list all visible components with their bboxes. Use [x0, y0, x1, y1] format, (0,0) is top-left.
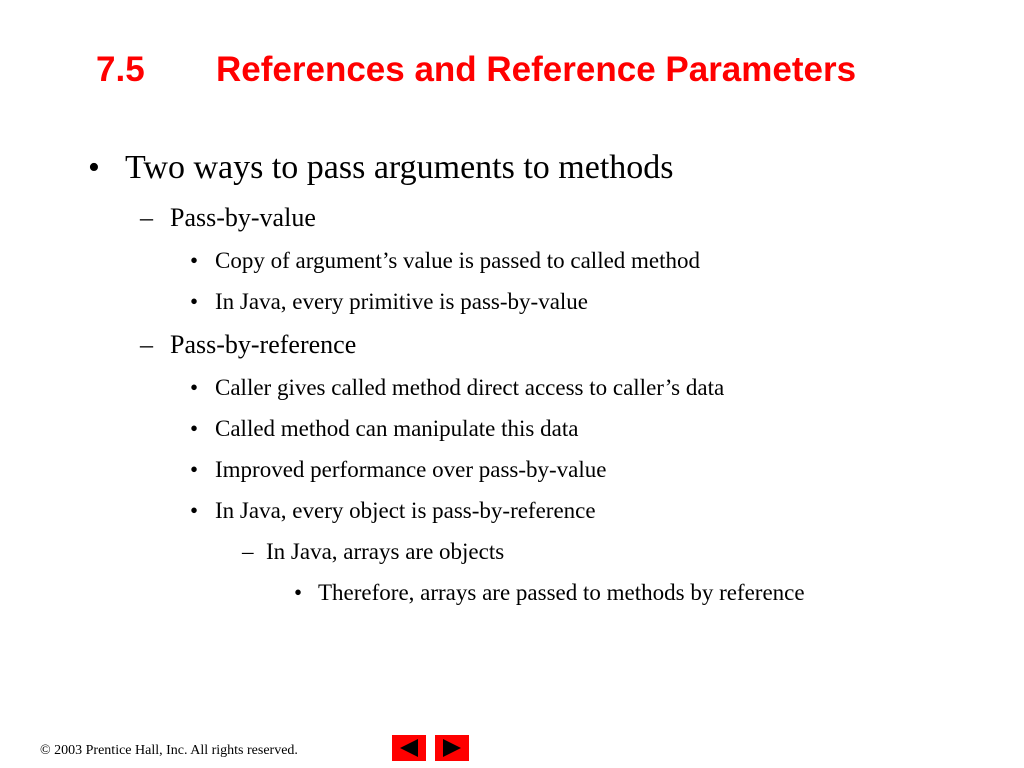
left-triangle-icon	[392, 735, 426, 761]
next-slide-button[interactable]	[435, 735, 469, 761]
bullet-text: Two ways to pass arguments to methods	[125, 149, 674, 186]
dash-marker: –	[140, 203, 153, 232]
bullet-text: In Java, every primitive is pass-by-value	[215, 289, 588, 314]
bullet-text: Pass-by-value	[170, 203, 316, 232]
dash-marker: –	[242, 539, 254, 564]
bullet-marker: •	[190, 457, 199, 482]
bullet-marker: •	[294, 580, 303, 605]
bullet-text: Copy of argument’s value is passed to called method	[215, 248, 701, 273]
bullet-marker: •	[190, 375, 199, 400]
bullet-marker: •	[190, 416, 199, 441]
bullet-text: Called method can manipulate this data	[215, 416, 579, 441]
bullet-text: Therefore, arrays are passed to methods by reference	[318, 580, 805, 605]
previous-slide-button[interactable]	[392, 735, 426, 761]
bullet-text: In Java, arrays are objects	[266, 539, 505, 564]
bullet-text: Pass-by-reference	[170, 330, 357, 359]
title-text: References and Reference Parameters	[216, 50, 857, 89]
bullet-marker: •	[88, 149, 100, 186]
right-triangle-icon	[435, 735, 469, 761]
bullet-text: In Java, every object is pass-by-reference	[215, 498, 596, 523]
copyright-symbol: ©	[40, 743, 51, 758]
bullet-marker: •	[190, 498, 199, 523]
dash-marker: –	[140, 330, 153, 359]
bullet-marker: •	[190, 289, 199, 314]
bullet-text: Improved performance over pass-by-value	[215, 457, 607, 482]
bullet-text: Caller gives called method direct access to caller’s data	[215, 375, 725, 400]
bullet-marker: •	[190, 248, 199, 273]
section-number: 7.5	[96, 50, 145, 89]
slide-title	[96, 48, 856, 92]
copyright-text: 2003 Prentice Hall, Inc. All rights reserved.	[54, 743, 298, 758]
copyright-footer	[40, 742, 298, 760]
